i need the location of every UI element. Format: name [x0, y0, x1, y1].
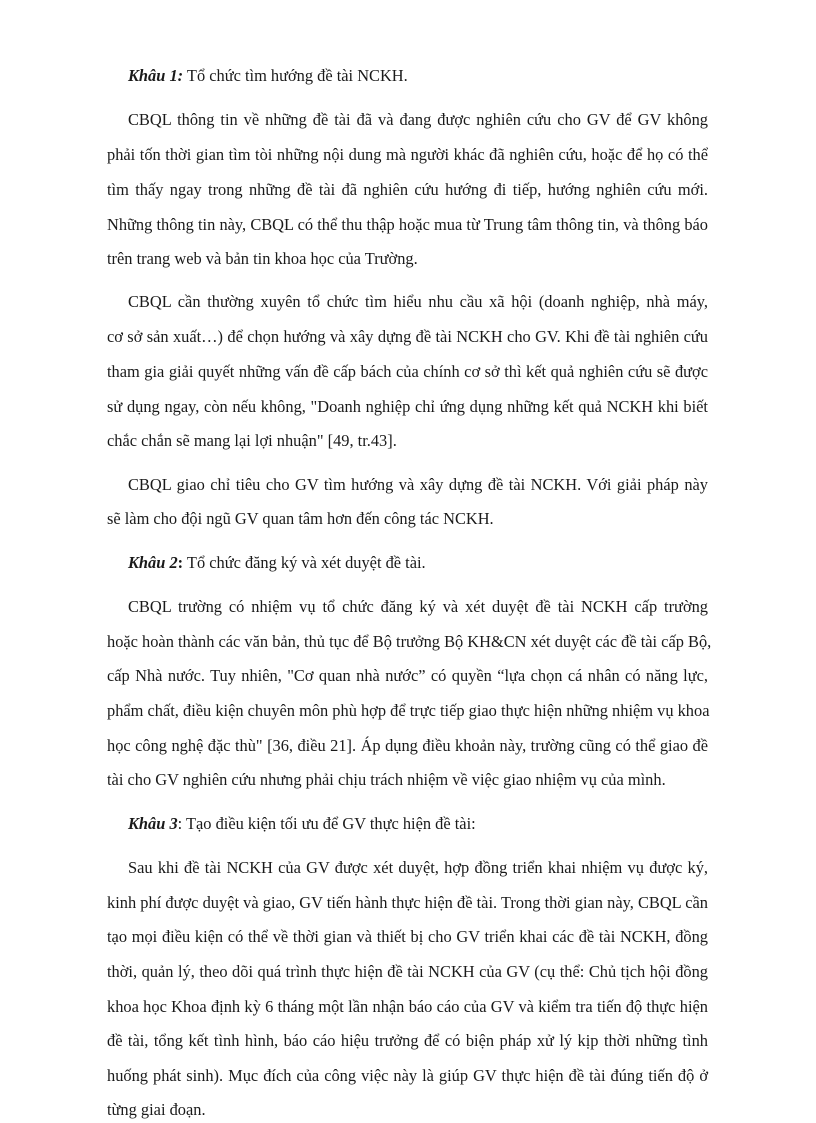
- paragraph-line: trên trang web và bản tin khoa học của Trường.: [107, 249, 418, 268]
- paragraph-line: hoặc hoàn thành các văn bản, thủ tục để Bộ trưởng Bộ KH&CN xét duyệt các đề tài cấp Bộ,: [107, 632, 712, 651]
- paragraph-line: tìm thấy ngay trong những đề tài đã nghiên cứu hướng đi tiếp, hướng nghiên cứu mới.: [107, 180, 708, 199]
- paragraph-line: khoa học Khoa định kỳ 6 tháng một lần nhận báo cáo của GV và kiểm tra tiến độ thực hiện: [107, 997, 708, 1016]
- heading-label: Khâu 1:: [128, 66, 184, 85]
- paragraph-line: CBQL thông tin về những đề tài đã và đang được nghiên cứu cho GV để GV không: [128, 110, 708, 129]
- paragraph-line: tham gia giải quyết những vấn đề cấp bách của chính cơ sở thì kết quả nghiên cứu sẽ được: [107, 362, 708, 381]
- paragraph-line: tạo mọi điều kiện có thể về thời gian và thiết bị cho GV triển khai các đề tài NCKH, đồng: [107, 927, 708, 946]
- paragraph-line: học công nghệ đặc thù" [36, điều 21]. Áp dụng điều khoản này, trường cũng có thể giao đề: [107, 736, 708, 755]
- paragraph-line: sẽ làm cho đội ngũ GV quan tâm hơn đến công tác NCKH.: [107, 509, 494, 528]
- heading-text: Tổ chức đăng ký và xét duyệt đề tài.: [183, 553, 426, 572]
- paragraph-line: CBQL trường có nhiệm vụ tổ chức đăng ký và xét duyệt đề tài NCKH cấp trường: [128, 597, 708, 616]
- paragraph-line: phải tốn thời gian tìm tòi những nội dung mà người khác đã nghiên cứu, hoặc để họ có thể: [107, 145, 708, 164]
- heading-khau-3: [128, 814, 476, 834]
- heading-label: Khâu 3: [128, 814, 178, 833]
- heading-text: : Tạo điều kiện tối ưu để GV thực hiện đề tài:: [177, 814, 476, 833]
- paragraph-line: CBQL cần thường xuyên tổ chức tìm hiểu nhu cầu xã hội (doanh nghiệp, nhà máy,: [128, 292, 708, 311]
- heading-label: Khâu 2: [128, 553, 178, 572]
- paragraph-line: Sau khi đề tài NCKH của GV được xét duyệt, hợp đồng triển khai nhiệm vụ được ký,: [128, 858, 708, 877]
- paragraph-line: CBQL giao chỉ tiêu cho GV tìm hướng và xây dựng đề tài NCKH. Với giải pháp này: [128, 475, 708, 494]
- paragraph-line: tài cho GV nghiên cứu nhưng phải chịu trách nhiệm về việc giao nhiệm vụ của mình.: [107, 770, 666, 789]
- paragraph-line: đề tài, tổng kết tình hình, báo cáo hiệu trưởng để có biện pháp xử lý kịp thời những tình: [107, 1031, 708, 1050]
- paragraph-line: cơ sở sản xuất…) để chọn hướng và xây dựng đề tài NCKH cho GV. Khi đề tài nghiên cứu: [107, 327, 708, 346]
- heading-colon: :: [177, 553, 184, 572]
- heading-text: Tổ chức tìm hướng đề tài NCKH.: [183, 66, 408, 85]
- paragraph-line: sử dụng ngay, còn nếu không, "Doanh nghiệp chỉ ứng dụng những kết quả NCKH khi biết: [107, 397, 708, 416]
- paragraph-line: kinh phí được duyệt và giao, GV tiến hành thực hiện đề tài. Trong thời gian này, CBQL cần: [107, 893, 708, 912]
- paragraph-line: huống phát sinh). Mục đích của công việc này là giúp GV thực hiện đề tài đúng tiến độ ở: [107, 1066, 708, 1085]
- paragraph-line: thời, quản lý, theo dõi quá trình thực hiện đề tài NCKH của GV (cụ thể: Chủ tịch hội đồng: [107, 962, 708, 981]
- paragraph-line: phẩm chất, điều kiện chuyên môn phù hợp để trực tiếp giao thực hiện những nhiệm vụ khoa: [107, 701, 710, 720]
- heading-khau-2: [128, 553, 426, 573]
- paragraph-line: chắc chắn sẽ mang lại lợi nhuận" [49, tr.43].: [107, 431, 397, 450]
- paragraph-line: từng giai đoạn.: [107, 1100, 206, 1119]
- paragraph-line: cấp Nhà nước. Tuy nhiên, "Cơ quan nhà nước” có quyền “lựa chọn cá nhân có năng lực,: [107, 666, 708, 685]
- paragraph-line: Những thông tin này, CBQL có thể thu thập hoặc mua từ Trung tâm thông tin, và thông báo: [107, 215, 708, 234]
- heading-khau-1: [128, 66, 408, 86]
